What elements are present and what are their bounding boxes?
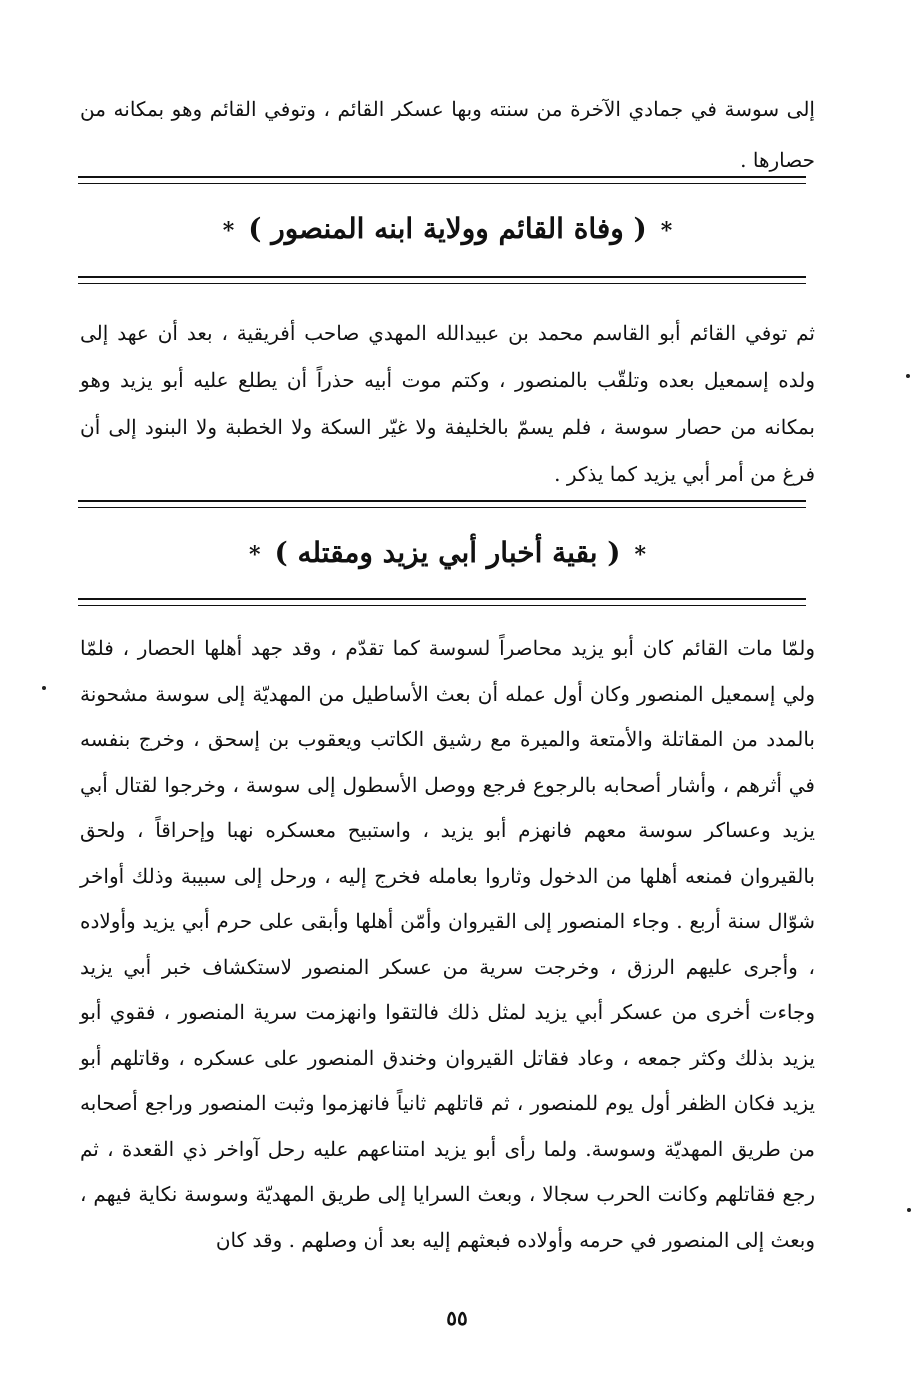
divider-rule [78,605,806,606]
section-heading-1 [80,212,815,245]
divider-rule [78,507,806,508]
asterisk-ornament: * [248,541,261,568]
scan-speck [906,374,910,378]
divider-rule [78,283,806,284]
section-title: ( وفاة القائم وولاية ابنه المنصور ) [248,212,647,245]
divider-rule [78,276,806,278]
section-title: ( بقية أخبار أبي يزيد ومقتله ) [274,536,621,569]
section-1-paragraph: ثم توفي القائم أبو القاسم محمد بن عبيدالله المهدي صاحب أفريقية ، بعد أن عهد إلى ولده إسمعيل بعده وتلقّب بالمنصور ، وكتم موت أبيه حذراً أن يطلع عليه أبو يزيد وهو بمكانه من حصار سوسة ، فلم يسمّ بالخليفة ولا غيّر السكة ولا الخطبة ولا البنود إلى أن فرغ من أمر أبي يزيد كما يذكر . [80,321,815,486]
divider-rule [78,183,806,184]
divider-rule [78,176,806,178]
asterisk-ornament: * [222,217,235,244]
section-2-paragraph: ولمّا مات القائم كان أبو يزيد محاصراً لسوسة كما تقدّم ، وقد جهد أهلها الحصار ، فلمّا ولي إسمعيل المنصور وكان أول عمله أن بعث الأساطيل من المهديّة إلى سوسة مشحونة بالمدد من المقاتلة والأمتعة والميرة مع رشيق الكاتب ويعقوب بن إسحق ، وخرج بنفسه في أثرهم ، وأشار أصحابه بالرجوع فرجع ووصل الأسطول إلى سوسة ، وخرجوا لقتال أبي يزيد وعساكر سوسة معهم فانهزم أبو يزيد ، واستبيح معسكره نهبا وإحراقاً ، ولحق بالقيروان فمنعه أهلها من الدخول وثاروا بعامله فخرج إليه ، ورحل إلى سبيبة وذلك أواخر شوّال سنة أربع . وجاء المنصور إلى القيروان وأمّن أهلها وأبقى على حرم أبي يزيد وأولاده ، وأجرى عليهم الرزق ، وخرجت سرية من عسكر المنصور لاستكشاف خبر أبي يزيد وجاءت أخرى من عسكر أبي يزيد لمثل ذلك فالتقوا وانهزمت سرية المنصور ، فقوي أبو يزيد بذلك وكثر جمعه ، وعاد فقاتل القيروان وخندق المنصور على عسكره ، وقاتلهم أبو يزيد فكان الظفر أول يوم للمنصور ، ثم قاتلهم ثانياً فانهزموا وثبت المنصور وراجع أصحابه من طريق المهديّة وسوسة. ولما رأى أبو يزيد امتناعهم عليه رحل آواخر ذي القعدة ، ثم رجع فقاتلهم وكانت الحرب سجالا ، وبعث السرايا إلى طريق المهديّة وسوسة نكاية فيهم ، وبعث إلى المنصور في حرمه وأولاده فبعثهم إليه بعد أن وصلهم . وقد كان [80,636,815,1252]
page-number: ٥٥ [446,1306,468,1330]
top-paragraph: إلى سوسة في جمادي الآخرة من سنته وبها عسكر القائم ، وتوفي القائم وهو بمكانه من حصارها . [80,97,815,172]
section-heading-2 [80,536,815,569]
asterisk-ornament: * [660,217,673,244]
scan-speck [907,1208,911,1212]
scan-speck [42,686,46,690]
divider-rule [78,598,806,600]
divider-rule [78,500,806,502]
asterisk-ornament: * [634,541,647,568]
